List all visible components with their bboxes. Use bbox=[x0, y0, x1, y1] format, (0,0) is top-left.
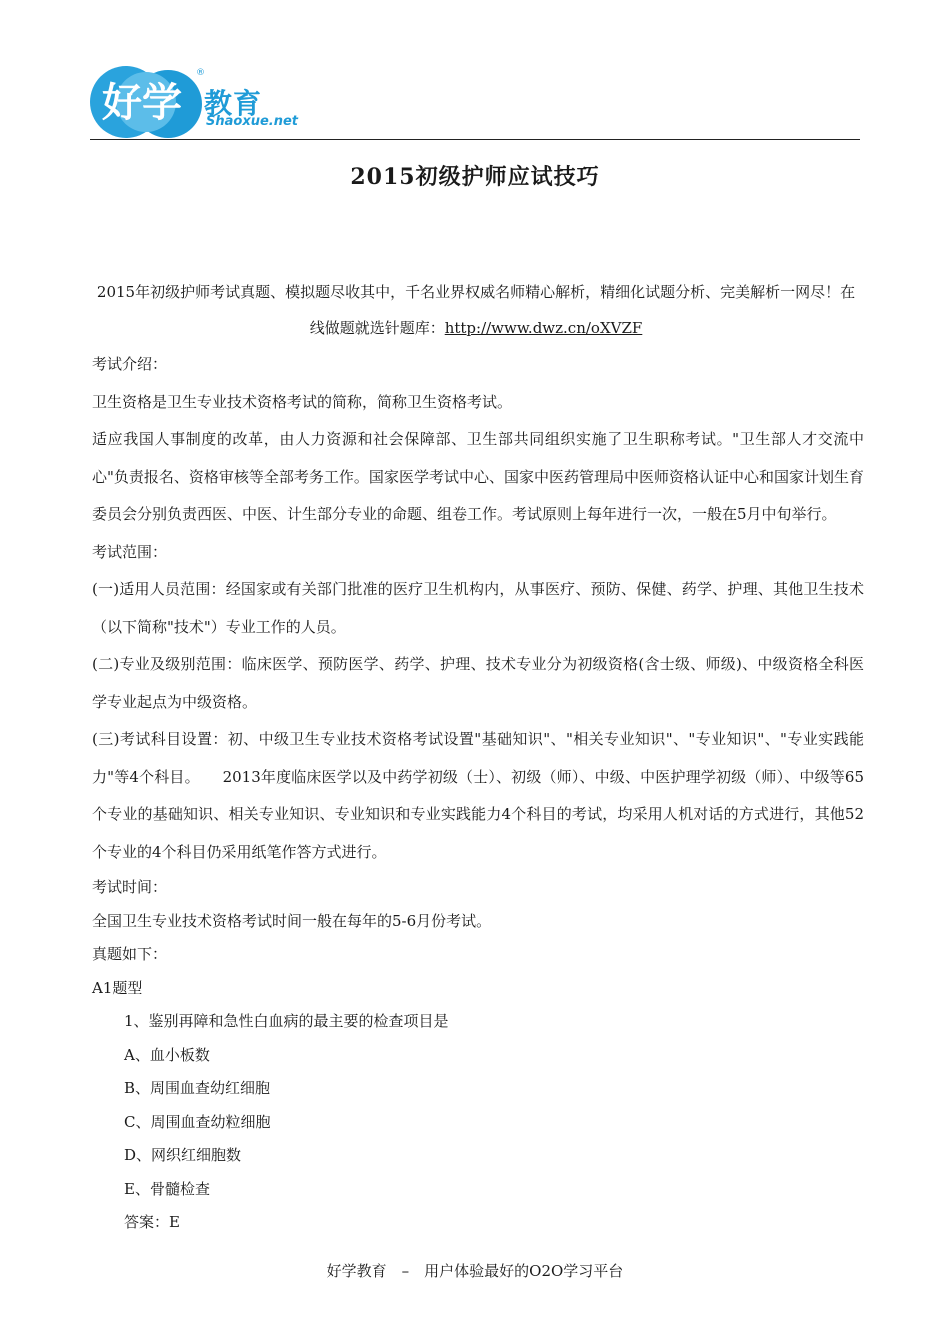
question-bank-link[interactable]: http://www.dwz.cn/oXVZF bbox=[444, 319, 643, 337]
option-c: C、周围血查幼粒细胞 bbox=[124, 1112, 271, 1131]
page-title: 2015初级护师应试技巧 bbox=[350, 164, 600, 190]
question-type: A1题型 bbox=[92, 978, 143, 997]
option-b: B、周围血查幼红细胞 bbox=[124, 1079, 271, 1097]
option-a: A、血小板数 bbox=[124, 1045, 210, 1064]
questions-heading: 真题如下： bbox=[92, 945, 168, 963]
brand-logo bbox=[88, 64, 298, 142]
paragraph: (一)适用人员范围：经国家或有关部门批准的医疗卫生机构内，从事医疗、预防、保健、药学、护理、其他卫生技术（以下简称"技术"）专业工作的人员。 bbox=[92, 580, 864, 636]
option-e: E、骨髓检查 bbox=[124, 1179, 210, 1198]
page-footer: 好学教育 – 用户体验最好的O2O学习平台 bbox=[326, 1262, 624, 1280]
paragraph: 卫生资格是卫生专业技术资格考试的简称，简称卫生资格考试。 bbox=[92, 392, 513, 411]
section-heading: 考试介绍： bbox=[92, 355, 168, 373]
intro-text: 2015年初级护师考试真题、模拟题尽收其中，千名业界权威名师精心解析，精细化试题分析、完美解析一网尽！在线做题就选针题库： bbox=[96, 283, 856, 337]
paragraph: (二)专业及级别范围：临床医学、预防医学、药学、护理、技术专业分为初级资格(含士级、师级)、中级资格全科医学专业起点为中级资格。 bbox=[92, 655, 864, 711]
article-body bbox=[92, 346, 864, 1240]
option-d: D、网织红细胞数 bbox=[124, 1146, 242, 1164]
intro-paragraph bbox=[90, 274, 862, 346]
logo-brand-text: 教育 bbox=[204, 87, 263, 120]
question-stem: 1、鉴别再障和急性白血病的最主要的检查项目是 bbox=[124, 1012, 449, 1030]
answer: 答案：E bbox=[124, 1213, 180, 1231]
header-divider bbox=[90, 139, 860, 140]
section-heading: 考试范围： bbox=[92, 542, 168, 561]
registered-mark: ® bbox=[196, 68, 205, 78]
logo-site-text: Shaoxue.net bbox=[206, 114, 299, 129]
section-heading: 考试时间： bbox=[92, 878, 168, 896]
paragraph: (三)考试科目设置：初、中级卫生专业技术资格考试设置"基础知识"、"相关专业知识"、"专业知识"、"专业实践能力"等4个科目。 2013年度临床医学以及中药学初级（士）、初级（师）、中级、中医护理学初级（师）、中级等65个专业的基础知识、相关专业知识、专业知识和专业实践能力4个科目的考试，均采用人机对话的方式进行，其他52个专业的4个科目仍采用纸笔作答方式进行。 bbox=[92, 730, 864, 861]
logo-badge-icon bbox=[88, 64, 208, 140]
paragraph: 适应我国人事制度的改革，由人力资源和社会保障部、卫生部共同组织实施了卫生职称考试。"卫生部人才交流中心"负责报名、资格审核等全部考务工作。国家医学考试中心、国家中医药管理局中医师资格认证中心和国家计划生育委员会分别负责西医、中医、计生部分专业的命题、组卷工作。考试原则上每年进行一次，一般在5月中旬举行。 bbox=[92, 430, 864, 523]
svg-text:好学: 好学 bbox=[102, 80, 182, 126]
paragraph: 全国卫生专业技术资格考试时间一般在每年的5-6月份考试。 bbox=[92, 911, 492, 930]
